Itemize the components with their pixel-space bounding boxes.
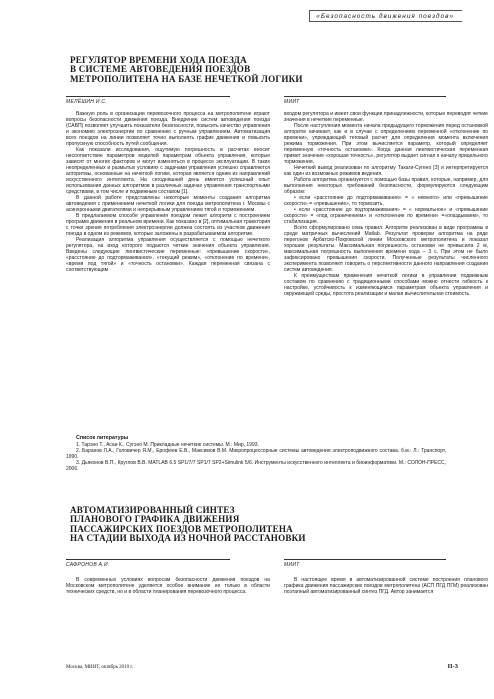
article2-author: САФРОНОВ А.И. [66, 562, 110, 568]
article1-title-line: МЕТРОПОЛИТЕНА НА БАЗЕ НЕЧЕТКОЙ ЛОГИКИ [70, 73, 303, 84]
article1-left-column [66, 111, 270, 273]
references-title: Список литературы [76, 435, 129, 441]
article2-author-rule-left [66, 559, 230, 560]
article2-title-line: АВТОМАТИЗИРОВАННЫЙ СИНТЕЗ [70, 505, 235, 515]
references [66, 435, 446, 472]
article1-title-line: РЕГУЛЯТОР ВРЕМЕНИ ХОДА ПОЕЗДА [70, 55, 247, 65]
article1-paragraph: В предлагаемом способе управления поездом лежит алгоритм с построением программ движения в реальном времени. Как показано в [2], оптимальная траектория с точки зрения потребления электроэнергии должна состоять из участков движения поезда в одном из режимов, которые заложены в разрабатываемом алгоритме. [66, 213, 270, 238]
article1-paragraph: Работа алгоритма организуется с помощью базы правил, которые, например, для выполнения некоторых требований безопасности, формулируются следующим образом: [284, 177, 488, 196]
article1-paragraph: Реализация алгоритма управления осуществляется с помощью нечеткого регулятора, на вход которого подаются четкие значения объекта управления. Введены следующие лингвистические переменные: «превышение скорости», «расстояние до подтормаживания», «текущий режим», «отклонение по времени», «время под тягой» и «точность остановки». Каждая переменная связана с соответствующим [66, 237, 270, 274]
article1-paragraph: Всего сформулировано семь правил. Алгоритм реализован в виде программы в среде матричных вычислений Matlab. Результат проверки алгоритма на ряде перегонов Арбатско-Покровской линии Московского метрополитена и показал хорошие результаты. Максимальная погрешность остановки не превысила 2 м, максимальная погрешность выполнения времени хода – 3 с. При этом не было зафиксировано превышения скорости. Полученные результаты численного эксперимента позволяют говорить о перспективности данного направления создания систем автоведения. [284, 225, 488, 274]
article2-author-rule-right [284, 559, 446, 560]
article1-paragraph: В данной работе представлены некоторые моменты создания алгоритма автоведения с применением нечеткой логики для поезда метрополитена г. Москвы с асинхронными двигателями и непрерывным управлением тягой и торможением. [66, 195, 270, 214]
article2-right-column [284, 577, 488, 595]
footer-left: Москва, МИИТ, октябрь 2010 г. [66, 665, 134, 670]
running-header: «Безопасность движения поездов» [309, 10, 462, 22]
article2-paragraph: В современных условиях вопросам безопасности движения поездов на Московском метрополитене уделяется особое внимание не только в области технических средств, но и в области планирования перевозочного процесса. [66, 577, 270, 596]
article1-org: МИИТ [284, 99, 300, 105]
article1-author-rule-right [284, 96, 446, 97]
article1-paragraph: входом регулятора и имеет свои функции принадлежности, которые переводят четкие значения в нечеткие переменные. [284, 111, 488, 124]
article1-title-line: В СИСТЕМЕ АВТОВЕДЕНИЯ ПОЕЗДОВ [70, 64, 251, 75]
reference-item: 3. Дьяконов В.П., Круглов В.В. MATLAB 6.5 SP1/7/7 SP1/7 SP2+Simulink 5/6. Инструменты искусственного интеллекта и биоинформатики. М.: СОЛОН-ПРЕСС, 2006. [66, 460, 446, 472]
article1-right-column [284, 111, 488, 297]
article2-left-column [66, 577, 270, 595]
article1-author-rule-left [66, 96, 230, 97]
reference-item: 2. Баранов Л.А., Головичер Я.М., Ерофеев Е.В., Максимов В.М. Микропроцессорные системы автоведения электроподвижного состава. б.м.: Л.: Транспорт, 1990. [66, 448, 446, 460]
page-number: II-3 [447, 663, 458, 670]
article2-title-line: НА СТАДИИ ВЫХОДА ИЗ НОЧНОЙ РАССТАНОВКИ [70, 533, 306, 544]
article1-paragraph: К преимуществам применения нечеткой логики в управлении подвижным составом по сравнению с традиционными способами можно отнести гибкость к настройке, устойчивость к изменяющимся параметрам объекта управления и окружающей среды, простота реализации и малая вычислительная стоимость. [284, 273, 488, 298]
article2-paragraph: В настоящее время в автоматизированной системе построения планового графика движения пассажирских поездов метрополитена (АСП ПГД ПГМ) реализован поэтапный автоматизированный синтез ПГД. Автор занимается [284, 577, 488, 596]
article1-paragraph: Важную роль в организации перевозочного процесса на метрополитене играют вопросы безопасности движения поезда. Внедрение систем автоведения поезда (САВП) позволяет улучшить показатели безопасности, повысить качество управления и экономию электроэнергии по сравнению с ручным управлением. Автоматизация всех поездов на линии позволяет точно выполнять график движения и повысить пропускную способность путей сообщения. [66, 111, 270, 148]
article1-rule-item: • если «расстояние до подтормаживания» = « немного» или «превышение скорости» = «превышение», то тормозить, [284, 195, 488, 208]
reference-item: 1. Тарэно Т., Асаи К., Сугэно М. Прикладные нечеткие системы. М.: Мир, 1993. [76, 442, 259, 448]
article2-title-line: ПАССАЖИРСКИХ ПОЕЗДОВ МЕТРОПОЛИТЕНА [70, 523, 293, 534]
article1-paragraph: Нечеткий вывод реализован по алгоритму Такаги-Сугено [3] и интерпретируется как один из возможных режимов ведения. [284, 165, 488, 178]
article2-title-line: ПЛАНОВОГО ГРАФИКА ДВИЖЕНИЯ [70, 514, 240, 525]
article2-title [70, 506, 330, 544]
article1-paragraph: Как показали исследования, ощутимую погрешность в расчетах вносит несоответствие параметров моделей параметрам объекта управления, которые зависят от многих факторов и могут изменяться в процессе эксплуатации. В таких неопределенных и размытых условиях с задачами управления успешно справляются алгоритмы, основанные на нечеткой логике, которая является одним из направлений искусственного интеллекта. На сегодняшний день имеется успешный опыт использования данных алгоритмов в различных задачах управления транспортными средствами, в том числе и подвижным составом [1]. [66, 147, 270, 196]
article1-author: МЕЛЁШИН И.С. [66, 99, 108, 105]
article1-title [70, 56, 330, 84]
article2-org: МИИТ [284, 562, 300, 568]
article1-rule-item: • если «расстояние до подтормаживания» = « нормальное» и «превышение скорости» = «под ограничением» и «отклонение по времени» =«опаздываем», то стабилизация. [284, 207, 488, 226]
article1-paragraph: После наступления момента начала предыдущего торможения перед остановкой алгоритм начинает, как и в случае с определением переменной «отклонение по времени», упреждающий теговый расчет для определения момента включения режима торможения. При этом вычисляется параметр, который определяет переменную «точность остановки». Когда данная лингвистическая переменная примет значение «хорошая точность», регулятор выдает сигнал к началу прицельного торможения. [284, 123, 488, 166]
